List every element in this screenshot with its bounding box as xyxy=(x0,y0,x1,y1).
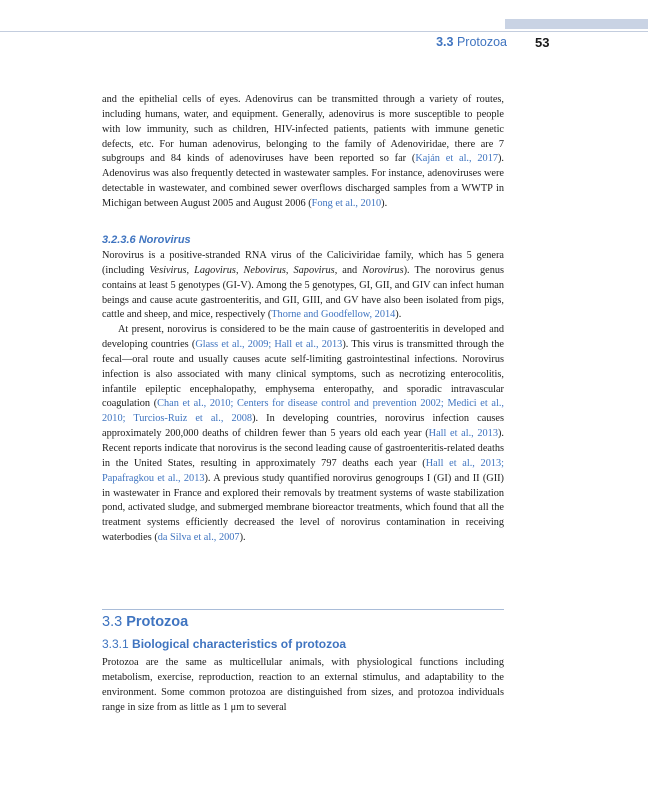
page-number: 53 xyxy=(535,35,550,50)
section-title: Protozoa xyxy=(126,614,189,630)
subsection-heading xyxy=(102,637,346,651)
paragraph-norovirus: Norovirus is a positive-stranded RNA virus of the Caliciviridae family, which has 5 genera (including Vesivirus, Lagovirus, Nebovirus, Sapovirus, and Norovirus). The norovirus genus contains at least 5 genotypes (GI-V). Among the 5 genotypes, GI, GII, and GIV can infect human beings and cause acute gastroenteritis, and GII, GIII, and GV have also been isolated from pigs, cattle and sheep, and mice, respectively (Thorne and Goodfellow, 2014). At present, norovirus is considered to be the main cause of gastroenteritis in developed and developing countries (Glass et al., 2009; Hall et al., 2013). This virus is transmitted through the fecal—oral route and usually causes acute self-limiting gastrointestinal infections. Norovirus infection is also associated with many clinical symptoms, such as necrotizing enterocolitis, infantile epileptic encephalopathy, emphysema enteropathy, and sporadic intravascular coagulation (Chan et al., 2010; Centers for disease control and prevention 2002; Medici et al., 2010; Turcios-Ruiz et al., 2008). In developing countries, norovirus infection causes approximately 200,000 deaths of children fewer than 5 years old each year (Hall et al., 2013). Recent reports indicate that norovirus is the second leading cause of gastroenteritis-related deaths in the United States, resulting in approximately 797 deaths each year (Hall et al., 2013; Papafragkou et al., 2013). A previous study quantified norovirus genogroups I (GI) and II (GII) in wastewater in France and explored their removals by treatment systems of waste stabilization pond, activated sludge, and submerged membrane bioreactor treatments, which found that all the treatment systems efficiently decreased the level of norovirus contamination in receiving waterbodies (da Silva et al., 2007). xyxy=(102,249,504,546)
header-rule xyxy=(0,31,648,32)
running-header-title: Protozoa xyxy=(456,35,507,49)
citation-link[interactable]: Fong et al., 2010 xyxy=(311,197,382,209)
running-header xyxy=(436,35,507,49)
section-heading xyxy=(102,614,188,630)
citation-link[interactable]: Kaján et al., 2017 xyxy=(415,153,498,165)
subsection-number: 3.3.1 xyxy=(102,637,129,651)
running-header-number: 3.3 xyxy=(436,35,454,49)
citation-link[interactable]: Hall et al., 2013; Papafragkou et al., 2013 xyxy=(102,457,504,484)
subsection-heading-norovirus: 3.2.3.6 Norovirus xyxy=(102,234,191,246)
citation-link[interactable]: Thorne and Goodfellow, 2014 xyxy=(271,309,396,321)
subsection-title: Biological characteristics of protozoa xyxy=(132,637,347,651)
section-number: 3.3 xyxy=(102,614,123,630)
citation-link[interactable]: Glass et al., 2009; Hall et al., 2013 xyxy=(195,339,343,351)
citation-link[interactable]: da Silva et al., 2007 xyxy=(157,532,240,544)
paragraph-protozoa: Protozoa are the same as multicellular animals, with physiological functions including metabolism, exercise, reproduction, reaction to an external stimulus, and adaptability to the environment. Some common protozoa are distinguished from sizes, and protozoa individuals range in size from as little as 1 μm to several xyxy=(102,657,504,713)
header-accent-bar xyxy=(505,19,648,29)
section-rule xyxy=(102,609,504,610)
citation-link[interactable]: Chan et al., 2010; Centers for disease control and prevention 2002; Medici et al., 2010; Turcios-Ruiz et al., 2008 xyxy=(102,398,504,425)
paragraph-adenovirus: and the epithelial cells of eyes. Adenovirus can be transmitted through a variety of routes, including humans, water, and equipment. Generally, adenovirus is more susceptible to people with low immunity, such as children, HIV-infected patients, patients with immune genetic defects, etc. For human adenovirus, belonging to the family of Adenoviridae, there are 7 subgroups and 84 kinds of adenoviruses have been reported so far (Kaján et al., 2017). Adenovirus was also frequently detected in wastewater samples. For instance, adenoviruses were detectable in wastewater, and combined sewer overflows discharged samples from a WWTP in Michigan between August 2005 and August 2006 (Fong et al., 2010). xyxy=(102,94,505,209)
paragraph-norovirus-burden: At present, norovirus is considered to be the main cause of gastroenteritis in developed and developing countries (Glass et al., 2009; Hall et al., 2013). This virus is transmitted through the fecal—oral route and usually causes acute self-limiting gastrointestinal infections. Norovirus infection is also associated with many clinical symptoms, such as necrotizing enterocolitis, infantile epileptic encephalopathy, emphysema enteropathy, and sporadic intravascular coagulation (Chan et al., 2010; Centers for disease control and prevention 2002; Medici et al., 2010; Turcios-Ruiz et al., 2008). In developing countries, norovirus infection causes approximately 200,000 deaths of children fewer than 5 years old each year (Hall et al., 2013). Recent reports indicate that norovirus is the second leading cause of gastroenteritis-related deaths in the United States, resulting in approximately 797 deaths each year (Hall et al., 2013; Papafragkou et al., 2013). A previous study quantified norovirus genogroups I (GI) and II (GII) in wastewater in France and explored their removals by treatment systems of waste stabilization pond, activated sludge, and submerged membrane bioreactor treatments, which found that all the treatment systems efficiently decreased the level of norovirus contamination in receiving waterbodies (da Silva et al., 2007). xyxy=(102,324,505,544)
citation-link[interactable]: Hall et al., 2013 xyxy=(428,428,498,440)
